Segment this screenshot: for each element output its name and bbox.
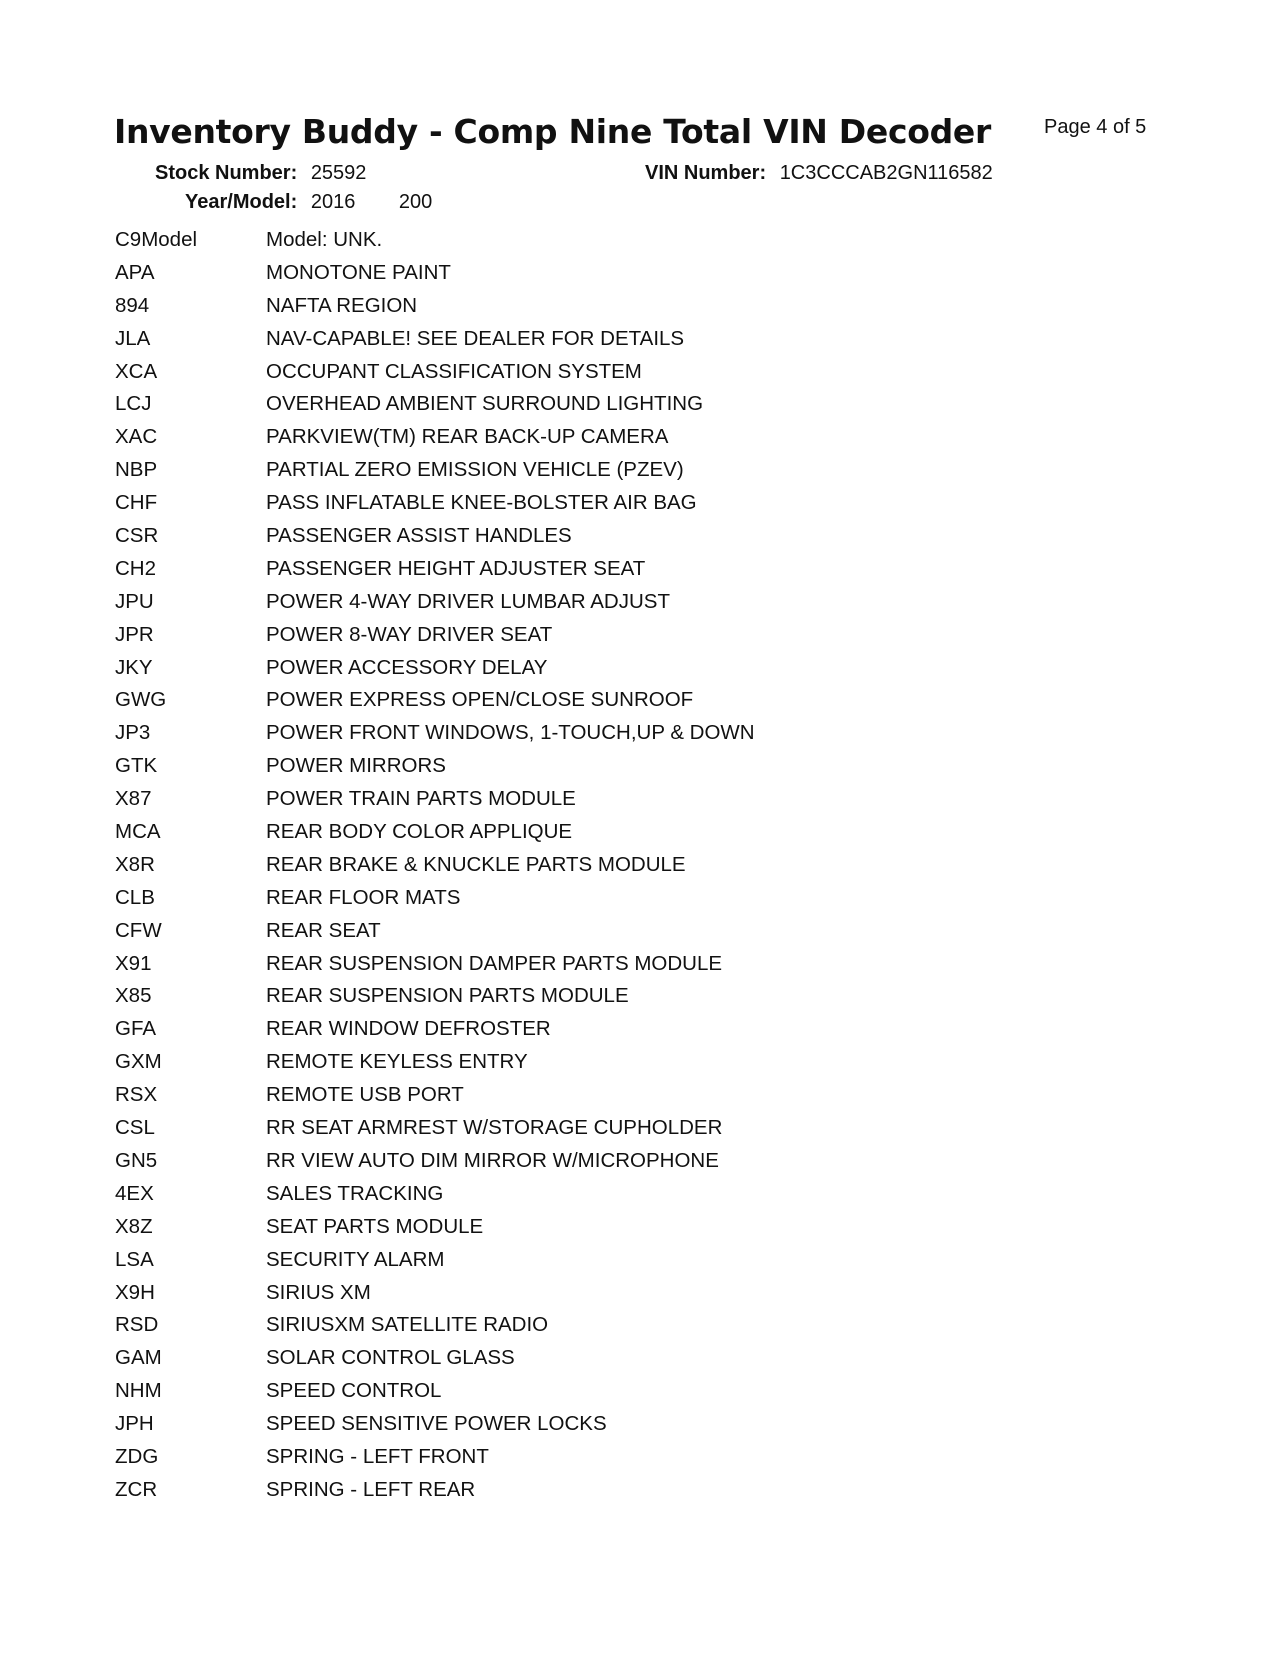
option-code: X91 (115, 951, 152, 975)
option-row (115, 952, 755, 985)
year-value: 2016 (310, 191, 356, 213)
option-code: RSD (115, 1313, 159, 1337)
option-code: GN5 (115, 1148, 158, 1172)
option-description: Model: UNK. (266, 228, 383, 251)
option-code: ZCR (115, 1477, 158, 1501)
page-title: Inventory Buddy - Comp Nine Total VIN Decoder (114, 112, 991, 151)
stock-number-row (155, 162, 366, 185)
option-row (115, 458, 755, 491)
option-description: REAR BRAKE & KNUCKLE PARTS MODULE (266, 852, 686, 876)
option-row (115, 1149, 755, 1182)
option-row (115, 919, 755, 952)
option-code: CSL (115, 1116, 155, 1140)
option-description: REAR WINDOW DEFROSTER (266, 1017, 551, 1041)
year-model-label: Year/Model: (185, 191, 298, 213)
option-code: JP3 (115, 721, 151, 745)
stock-number-label: Stock Number: (155, 162, 298, 184)
option-row (115, 1346, 755, 1379)
option-description: SPRING - LEFT FRONT (266, 1444, 489, 1468)
vin-number-label: VIN Number: (645, 162, 767, 184)
option-code: JPU (115, 589, 154, 613)
option-row (115, 623, 755, 656)
option-row (115, 853, 755, 886)
option-row (115, 294, 755, 327)
option-row (115, 524, 755, 557)
option-code: JLA (115, 326, 151, 350)
option-code: X9H (115, 1280, 155, 1304)
option-row (115, 1215, 755, 1248)
option-code: CHF (115, 491, 158, 515)
option-description: MONOTONE PAINT (266, 260, 451, 284)
option-description: REAR SEAT (266, 918, 381, 942)
option-code: JKY (115, 655, 153, 679)
option-row (115, 754, 755, 787)
option-row (115, 656, 755, 689)
option-code: JPH (115, 1412, 154, 1436)
option-row (115, 590, 755, 623)
option-description: SPEED SENSITIVE POWER LOCKS (266, 1412, 607, 1436)
option-code: CLB (115, 885, 155, 909)
option-code: X8R (115, 852, 155, 876)
option-row (115, 491, 755, 524)
option-description: REMOTE USB PORT (266, 1083, 464, 1107)
option-row (115, 425, 755, 458)
option-row (115, 1017, 755, 1050)
option-code-list (115, 228, 755, 1511)
option-code: CH2 (115, 556, 157, 580)
option-row (115, 1116, 755, 1149)
option-code: LSA (115, 1247, 154, 1271)
stock-number-value: 25592 (310, 162, 367, 184)
option-description: PARKVIEW(TM) REAR BACK-UP CAMERA (266, 425, 669, 449)
option-description: REAR SUSPENSION PARTS MODULE (266, 984, 629, 1008)
option-row (115, 327, 755, 360)
option-row (115, 1445, 755, 1478)
option-description: PASS INFLATABLE KNEE-BOLSTER AIR BAG (266, 491, 697, 515)
option-description: POWER 4-WAY DRIVER LUMBAR ADJUST (266, 589, 670, 613)
page-number: Page 4 of 5 (1044, 116, 1147, 138)
option-description: REAR FLOOR MATS (266, 885, 461, 909)
option-description: POWER FRONT WINDOWS, 1-TOUCH,UP & DOWN (266, 721, 755, 745)
option-row (115, 1182, 755, 1215)
option-description: OCCUPANT CLASSIFICATION SYSTEM (266, 359, 642, 383)
option-row (115, 984, 755, 1017)
option-description: SPRING - LEFT REAR (266, 1477, 476, 1501)
option-description: NAFTA REGION (266, 293, 418, 317)
option-description: POWER ACCESSORY DELAY (266, 655, 548, 679)
option-code: XCA (115, 359, 158, 383)
option-row (115, 886, 755, 919)
option-code: GWG (115, 688, 167, 712)
option-description: SIRIUSXM SATELLITE RADIO (266, 1313, 549, 1337)
option-description: RR VIEW AUTO DIM MIRROR W/MICROPHONE (266, 1148, 719, 1172)
option-description: SALES TRACKING (266, 1181, 444, 1205)
option-row (115, 787, 755, 820)
option-description: SIRIUS XM (266, 1280, 371, 1304)
option-description: POWER EXPRESS OPEN/CLOSE SUNROOF (266, 688, 694, 712)
option-row (115, 228, 755, 261)
option-code: NHM (115, 1379, 162, 1403)
option-row (115, 1050, 755, 1083)
option-row (115, 557, 755, 590)
option-description: PARTIAL ZERO EMISSION VEHICLE (PZEV) (266, 458, 684, 482)
option-description: PASSENGER ASSIST HANDLES (266, 524, 572, 548)
option-row (115, 688, 755, 721)
option-code: 4EX (115, 1181, 154, 1205)
option-code: GTK (115, 754, 158, 778)
option-code: MCA (115, 820, 161, 844)
option-description: POWER 8-WAY DRIVER SEAT (266, 622, 553, 646)
option-code: RSX (115, 1083, 158, 1107)
option-description: SEAT PARTS MODULE (266, 1214, 484, 1238)
option-row (115, 360, 755, 393)
option-code: CSR (115, 524, 159, 548)
option-code: CFW (115, 918, 162, 942)
option-code: APA (115, 260, 155, 284)
year-model-row (185, 191, 432, 214)
option-code: X87 (115, 787, 152, 811)
option-row (115, 820, 755, 853)
option-code: X8Z (115, 1214, 153, 1238)
option-row (115, 1379, 755, 1412)
option-code: X85 (115, 984, 152, 1008)
option-row (115, 392, 755, 425)
option-code: GXM (115, 1050, 162, 1074)
option-row (115, 1248, 755, 1281)
option-description: SOLAR CONTROL GLASS (266, 1346, 515, 1370)
option-description: PASSENGER HEIGHT ADJUSTER SEAT (266, 556, 646, 580)
option-code: LCJ (115, 392, 152, 416)
option-description: POWER MIRRORS (266, 754, 446, 778)
option-row (115, 1313, 755, 1346)
option-row (115, 1412, 755, 1445)
option-code: JPR (115, 622, 154, 646)
option-description: OVERHEAD AMBIENT SURROUND LIGHTING (266, 392, 704, 416)
vin-number-row (645, 162, 993, 185)
option-code: C9Model (115, 228, 198, 251)
option-row (115, 1083, 755, 1116)
option-description: REAR BODY COLOR APPLIQUE (266, 820, 573, 844)
option-row (115, 1478, 755, 1511)
model-value: 200 (398, 191, 433, 213)
option-description: REMOTE KEYLESS ENTRY (266, 1050, 528, 1074)
option-description: NAV-CAPABLE! SEE DEALER FOR DETAILS (266, 326, 685, 350)
vin-number-value: 1C3CCCAB2GN116582 (779, 162, 993, 184)
option-code: ZDG (115, 1444, 159, 1468)
option-description: SECURITY ALARM (266, 1247, 445, 1271)
option-code: XAC (115, 425, 158, 449)
option-code: GFA (115, 1017, 157, 1041)
option-row (115, 261, 755, 294)
option-row (115, 721, 755, 754)
option-code: GAM (115, 1346, 162, 1370)
option-code: 894 (115, 293, 150, 317)
option-description: RR SEAT ARMREST W/STORAGE CUPHOLDER (266, 1116, 723, 1140)
option-description: POWER TRAIN PARTS MODULE (266, 787, 576, 811)
option-description: REAR SUSPENSION DAMPER PARTS MODULE (266, 951, 723, 975)
option-description: SPEED CONTROL (266, 1379, 442, 1403)
option-code: NBP (115, 458, 158, 482)
option-row (115, 1281, 755, 1314)
